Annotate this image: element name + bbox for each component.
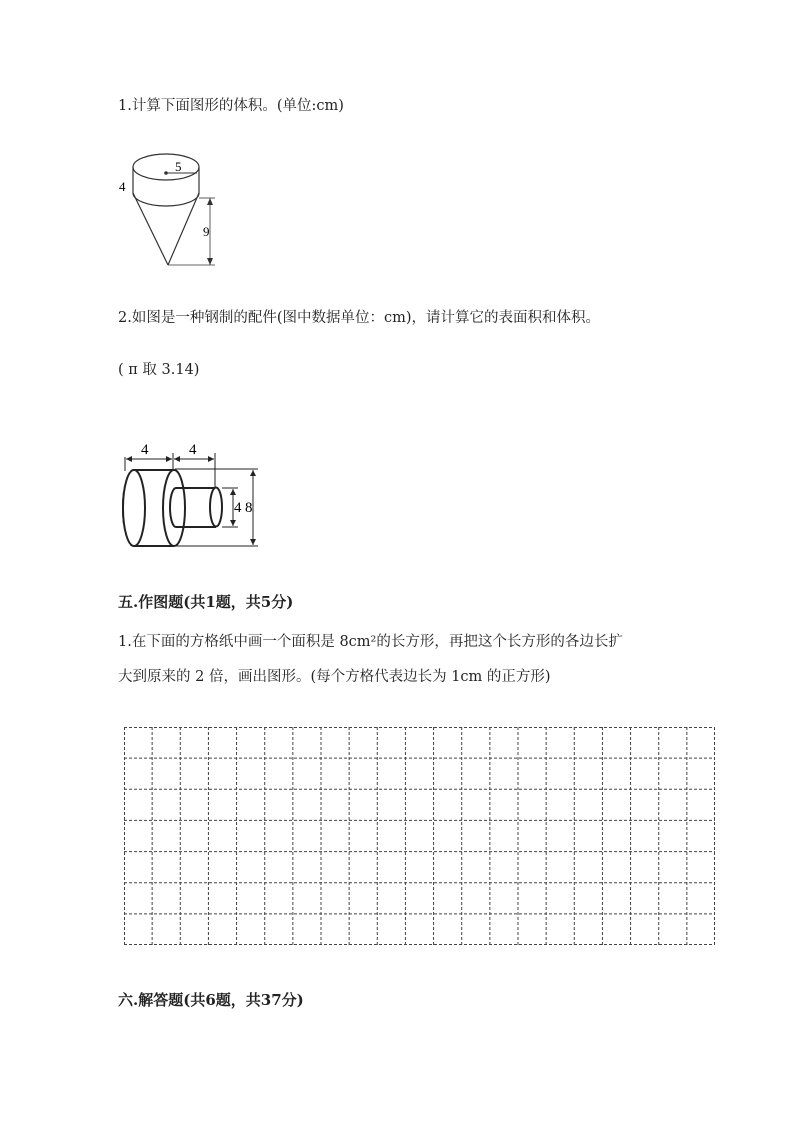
pi-note: ( π 取 3.14) [118,362,200,378]
section-5-question-line-1: 1.在下面的方格纸中画一个面积是 8cm²的长方形，再把这个长方形的各边长扩 [118,634,623,650]
dimension-label-length-2: 4 [189,442,197,458]
question-1-text: 1.计算下面图形的体积。(单位:cm) [118,98,344,114]
cylinder-cone-figure [115,148,225,270]
dimension-label-inner-diameter: 4 [234,500,242,516]
cone-height-label: 9 [203,224,210,239]
dimension-label-outer-diameter: 8 [245,500,253,516]
square-grid-paper [124,727,715,945]
dimension-label-length-1: 4 [141,442,149,458]
steel-part-figure [118,435,268,553]
section-6-heading: 六.解答题(共6题，共37分) [118,991,304,1009]
section-5-heading: 五.作图题(共1题，共5分) [118,593,294,611]
cylinder-height-label: 4 [119,179,126,194]
section-5-question-line-2: 大到原来的 2 倍，画出图形。(每个方格代表边长为 1cm 的正方形) [118,669,551,685]
radius-label: 5 [175,159,182,174]
question-2-text: 2.如图是一种钢制的配件(图中数据单位：cm)，请计算它的表面积和体积。 [118,310,601,326]
